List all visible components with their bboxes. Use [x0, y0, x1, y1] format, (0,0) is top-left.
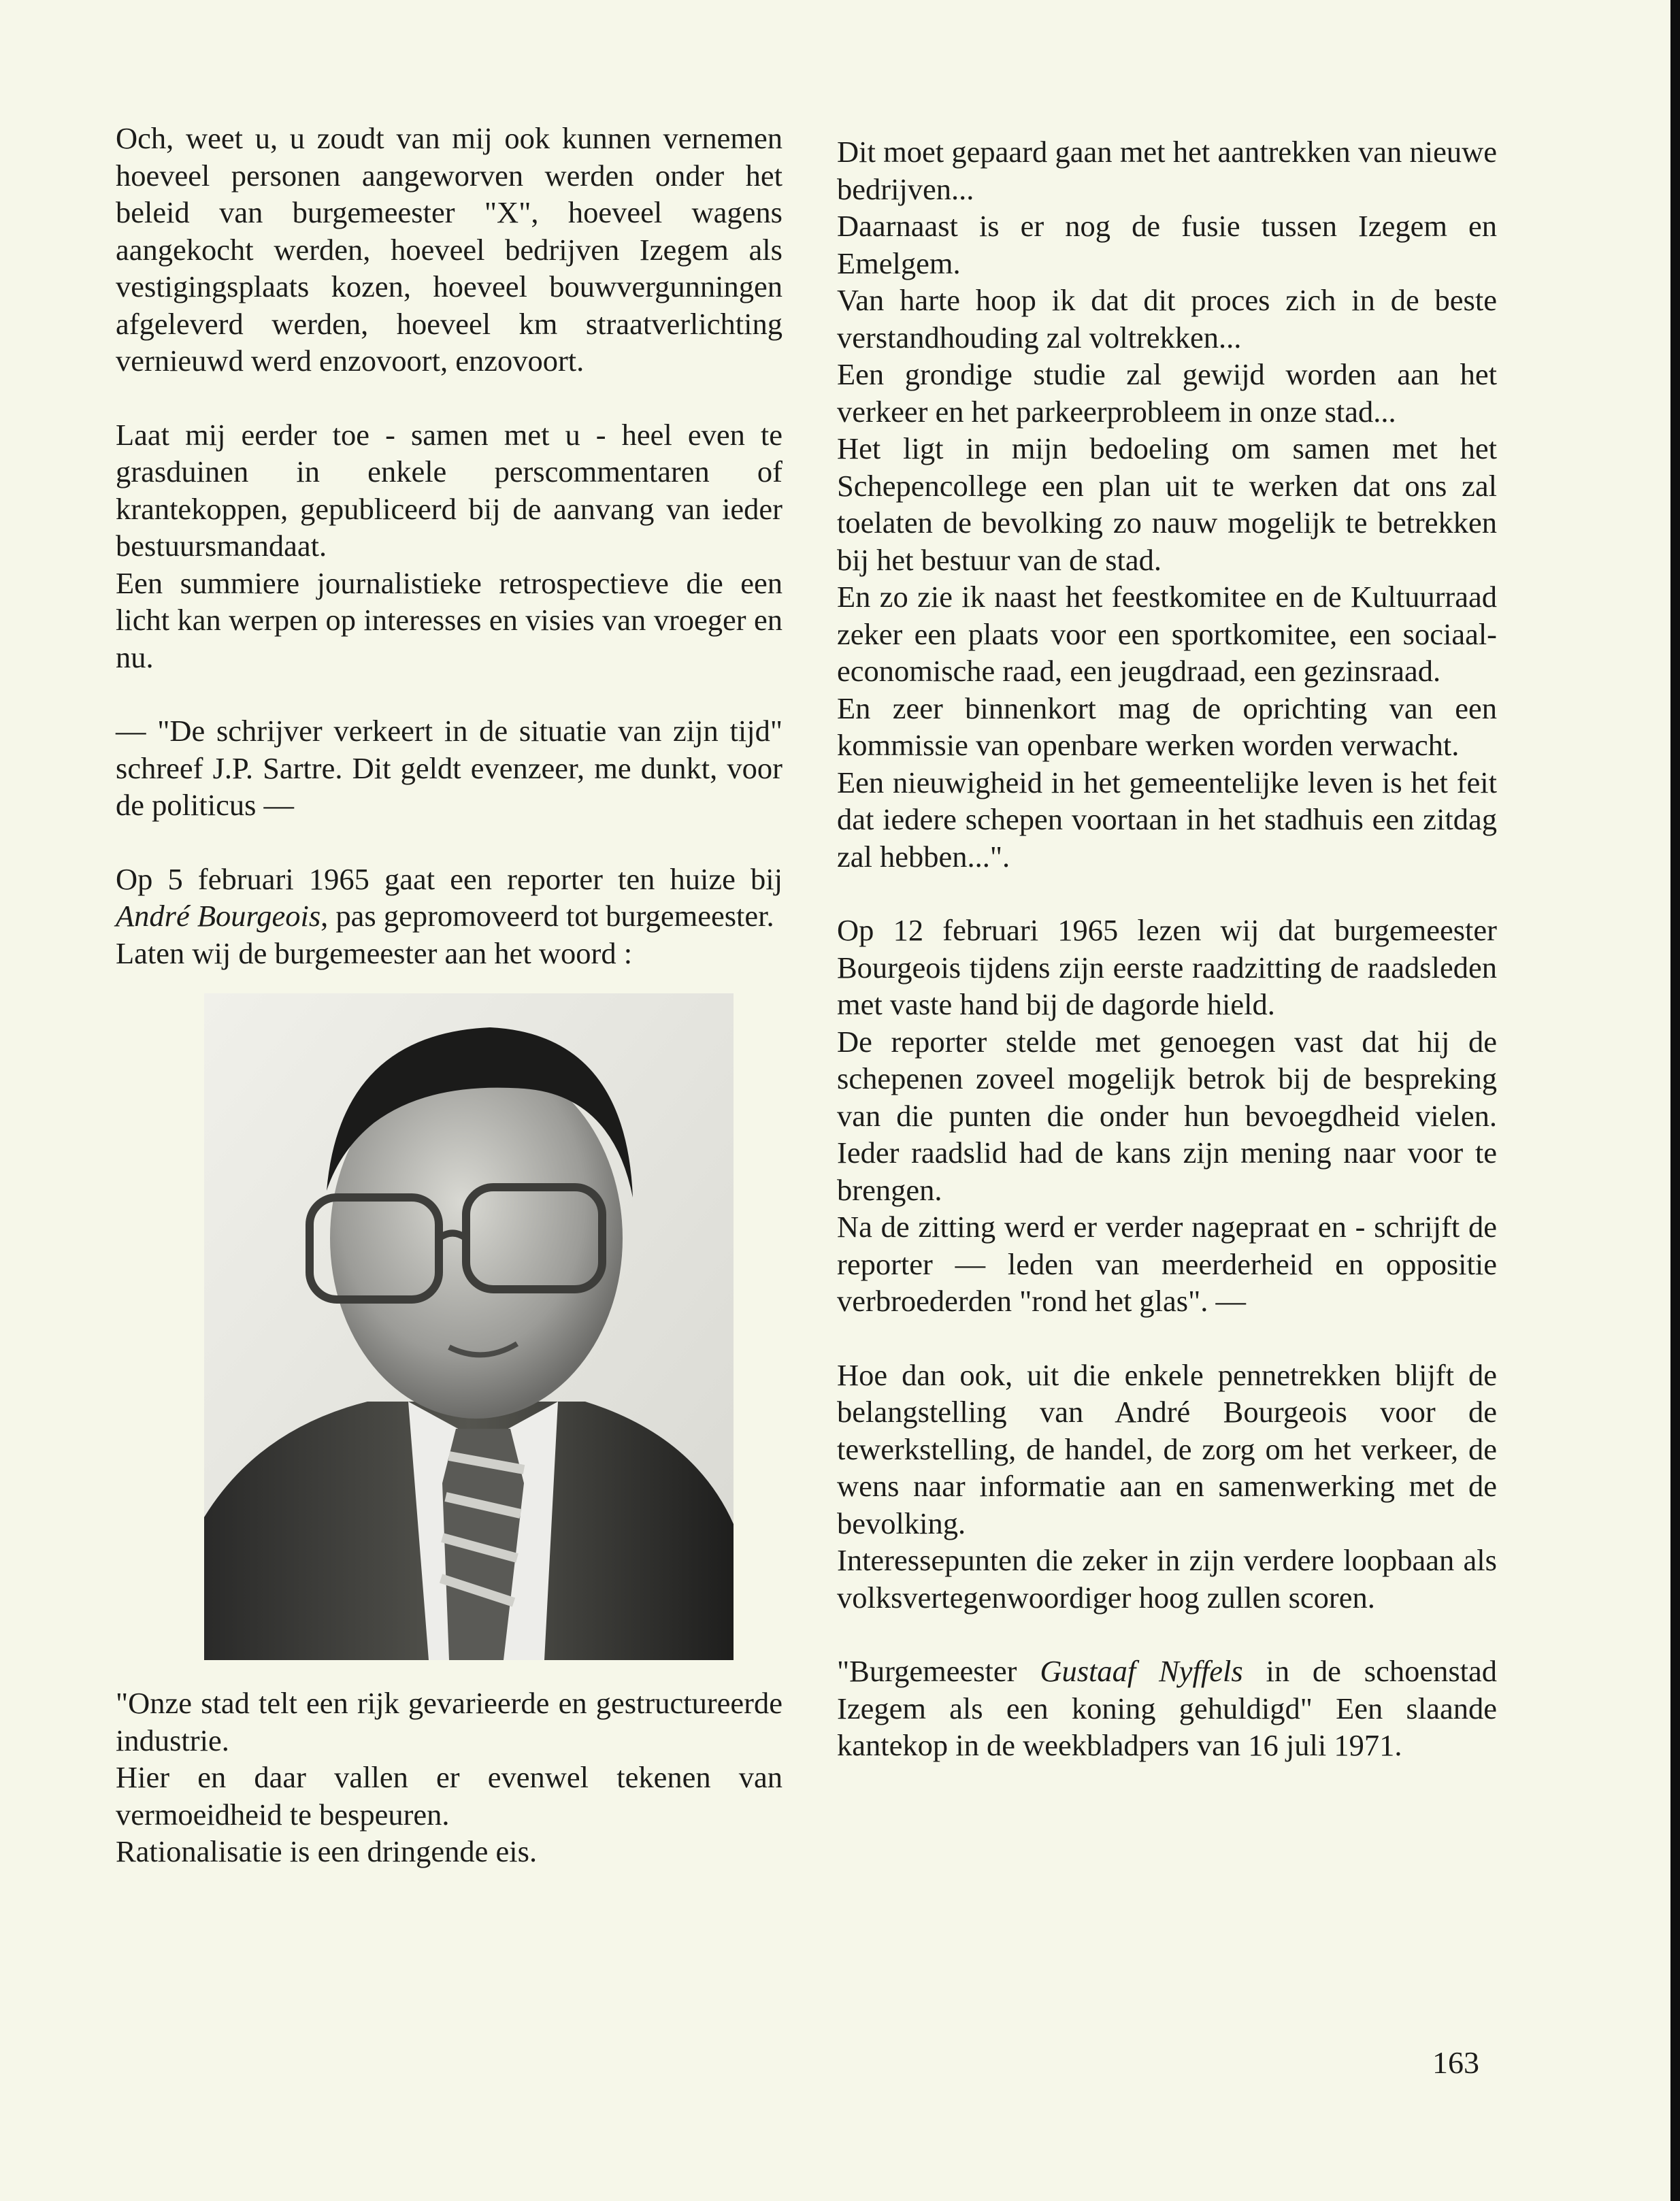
name-gustaaf-nyffels: Gustaaf Nyffels: [1040, 1654, 1243, 1688]
right-column: [837, 133, 1497, 1801]
paragraph-industry: "Onze stad telt een rijk gevarieerde en gestructureerde industrie.: [116, 1686, 783, 1757]
paragraph-commission: En zeer binnenkort mag de oprichting van een kommissie van openbare werken worden verwacht.: [837, 691, 1497, 762]
scan-edge: [1670, 0, 1680, 2201]
paragraph-fatigue: Hier en daar vallen er evenwel tekenen van vermoeidheid te bespeuren.: [116, 1760, 783, 1832]
paragraph-press-intro: Laat mij eerder toe - samen met u - heel even te grasduinen in enkele perscommentaren of krantekoppen, gepubliceerd bij de aanvang van ieder bestuursmandaat.: [116, 417, 783, 563]
left-column: [116, 120, 783, 1870]
page-number: 163: [1432, 2045, 1479, 2080]
paragraph-councils: En zo zie ik naast het feestkomitee en de Kultuurraad zeker een plaats voor een sportkomitee, een sociaal-economische raad, een jeugdraad, een gezinsraad.: [837, 580, 1497, 688]
paragraph-interests: Interessepunten die zeker in zijn verdere loopbaan als volksvertegenwoordiger hoog zullen scoren.: [837, 1543, 1497, 1615]
paragraph-bourgeois-intro: Op 5 februari 1965 gaat een reporter ten huize bij André Bourgeois, pas gepromoveerd tot burgemeester.: [116, 861, 783, 933]
paragraph-novelty: Een nieuwigheid in het gemeentelijke leven is het feit dat iedere schepen voortaan in het stadhuis een zitdag zal hebben...".: [837, 765, 1497, 874]
paragraph-first-council: Op 12 februari 1965 lezen wij dat burgemeester Bourgeois tijdens zijn eerste raadzitting de raadsleden met vaste hand bij de dagorde hield.: [837, 913, 1497, 1021]
paragraph-summary: Hoe dan ook, uit die enkele pennetrekken blijft de belangstelling van André Bourgeois voor de tewerkstelling, de handel, de zorg om het verkeer, de wens naar informatie aan en samenwerking met de bevolking.: [837, 1357, 1497, 1540]
paragraph-word-to-mayor: Laten wij de burgemeester aan het woord :: [116, 936, 633, 970]
paragraph-fusion: Daarnaast is er nog de fusie tussen Izegem en Emelgem.: [837, 209, 1497, 280]
paragraph-traffic-study: Een grondige studie zal gewijd worden aan het verkeer en het parkeerprobleem in onze stad...: [837, 357, 1497, 429]
paragraph-statistics: Och, weet u, u zoudt van mij ook kunnen vernemen hoeveel personen aangeworven werden onder het beleid van burgemeester "X", hoeveel wagens aangekocht werden, hoeveel bedrijven Izegem als vestigingsplaats kozen, hoeveel bouwvergunningen afgeleverd werden, hoeveel km straatverlichting vernieuwd werd enzovoort, enzovoort.: [116, 121, 783, 378]
paragraph-hope: Van harte hoop ik dat dit proces zich in de beste verstandhouding zal voltrekken...: [837, 283, 1497, 354]
paragraph-after-session: Na de zitting werd er verder nagepraat en - schrijft de reporter — leden van meerderheid en oppositie verbroederden "rond het glas". —: [837, 1210, 1497, 1318]
portrait-photo: [204, 993, 734, 1660]
paragraph-nyffels: "Burgemeester Gustaaf Nyffels in de schoenstad Izegem als een koning gehuldigd" Een slaande kantekop in de weekbladpers van 16 juli 1971.: [837, 1654, 1498, 1762]
paragraph-reporter: De reporter stelde met genoegen vast dat hij de schepenen zoveel mogelijk betrok bij de bespreking van die punten die onder hun bevoegdheid vielen. Ieder raadslid had de kans zijn mening naar voor te brengen.: [837, 1024, 1497, 1207]
paragraph-rationalisation: Rationalisatie is een dringende eis.: [116, 1834, 538, 1868]
paragraph-new-companies: Dit moet gepaard gaan met het aantrekken van nieuwe bedrijven...: [837, 135, 1497, 206]
sartre-quote: — "De schrijver verkeert in de situatie van zijn tijd" schreef J.P. Sartre. Dit geldt evenzeer, me dunkt, voor de politicus —: [116, 714, 783, 822]
paragraph-retrospective: Een summiere journalistieke retrospectieve die een licht kan werpen op interesses en visies van vroeger en nu.: [116, 565, 783, 674]
name-andre-bourgeois: André Bourgeois: [116, 899, 321, 933]
paragraph-plan: Het ligt in mijn bedoeling om samen met het Schepencollege een plan uit te werken dat ons zal toelaten de bevolking zo nauw mogelijk te betrekken bij het bestuur van de stad.: [837, 431, 1497, 577]
